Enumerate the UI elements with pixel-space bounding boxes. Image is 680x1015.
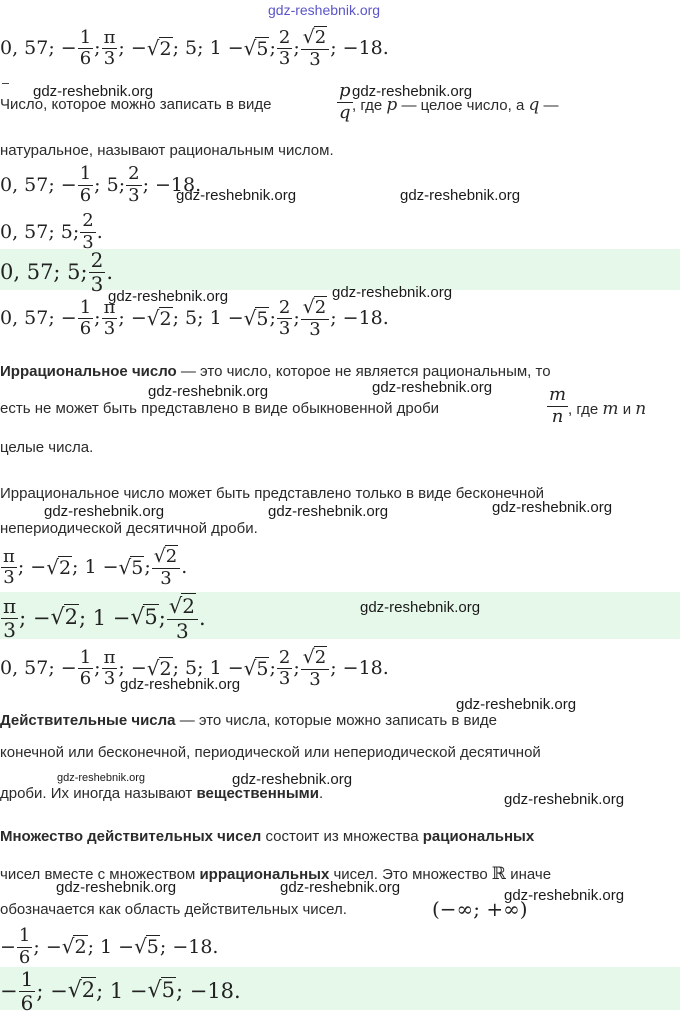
set-all-numbers-2: 0, 57; − $\frac{1}{6}$ ; $\frac{\pi}{3}$ ; −√2; 5; 1 −√5; $\frac{2}{3}$ ; $\frac{√2}{3}$ ; −18. [0, 296, 389, 340]
irrational-note-line2: непериодической десятичной дроби. [0, 520, 258, 537]
set-natural-numbers-1: 0, 57; 5; $\frac{2}{3}$ . [0, 210, 103, 253]
real-interval: (−∞; +∞) [432, 897, 528, 921]
set-rational-numbers: 0, 57; − $\frac{1}{6}$ ; 5; $\frac{2}{3}$ ; −18. [0, 163, 202, 206]
real-set-line1: Множество действительных чисел состоит из множества рациональных [0, 828, 535, 845]
watermark: gdz-reshebnik.org [33, 83, 154, 100]
watermark: gdz-reshebnik.org [504, 791, 625, 808]
set-all-numbers-3: 0, 57; − $\frac{1}{6}$ ; $\frac{\pi}{3}$ ; −√2; 5; 1 −√5; $\frac{2}{3}$ ; $\frac{√2}{3}$ ; −18. [0, 646, 389, 690]
irrational-note-line1: Иррациональное число может быть представлено только в виде бесконечной [0, 485, 545, 502]
set-irrational-numbers-2: $\frac{\pi}{3}$ ; −√2; 1 −√5; $\frac{√2}{3}$ . [3, 593, 206, 643]
irrational-definition-line2-rest: , где m и n [568, 399, 647, 419]
irrational-definition-line3: целые числа. [0, 439, 94, 456]
watermark: gdz-reshebnik.org [232, 771, 353, 788]
watermark: gdz-reshebnik.org [492, 499, 613, 516]
dash-mark [2, 83, 9, 84]
set-irrational-numbers-1: $\frac{\pi}{3}$ ; −√2; 1 −√5; $\frac{√2}{3}$ . [3, 545, 188, 589]
watermark: gdz-reshebnik.org [332, 284, 453, 301]
real-definition-line1: Действительные числа — это числа, которые можно записать в виде [0, 712, 497, 729]
watermark: gdz-reshebnik.org [352, 83, 473, 100]
irrational-definition-line1: Иррациональное число — это число, которое не является рациональным, то [0, 363, 551, 380]
watermark: gdz-reshebnik.org [504, 887, 625, 904]
real-definition-line3: дроби. Их иногда называют вещественными. [0, 785, 324, 802]
watermark: gdz-reshebnik.org [372, 379, 493, 396]
rational-definition-line1: Число, которое можно записать в виде [0, 96, 272, 113]
watermark: gdz-reshebnik.org [56, 879, 177, 896]
watermark: gdz-reshebnik.org [176, 187, 297, 204]
watermark: gdz-reshebnik.org [456, 696, 577, 713]
watermark: gdz-reshebnik.org [120, 676, 241, 693]
set-negative-numbers-2: − $\frac{1}{6}$ ; −√2; 1 −√5; −18. [0, 967, 241, 1015]
watermark-top: gdz-reshebnik.org [268, 2, 381, 18]
fraction-p-over-q: $\frac{p}{q}$ [339, 80, 351, 123]
rational-definition-line1-rest: , где p — целое число, а q — [352, 95, 559, 115]
set-negative-numbers-1: − $\frac{1}{6}$ ; −√2; 1 −√5; −18. [0, 925, 219, 968]
watermark: gdz-reshebnik.org [400, 187, 521, 204]
fraction-m-over-n: $\frac{m}{n}$ [549, 384, 567, 427]
rational-definition-line2: натуральное, называют рациональным числом. [0, 142, 334, 159]
watermark: gdz-reshebnik.org [148, 383, 269, 400]
watermark: gdz-reshebnik.org [280, 879, 401, 896]
watermark: gdz-reshebnik.org [360, 599, 481, 616]
real-set-line2: чисел вместе с множеством иррациональных чисел. Это множество ℝ иначе [0, 864, 552, 884]
watermark: gdz-reshebnik.org [44, 503, 165, 520]
set-all-numbers-1: 0, 57; − $\frac{1}{6}$ ; $\frac{\pi}{3}$ ; −√2; 5; 1 −√5; $\frac{2}{3}$ ; $\frac{√2}{3}$ ; −18. [0, 26, 389, 70]
watermark: gdz-reshebnik.org [268, 503, 389, 520]
real-definition-line2: конечной или бесконечной, периодической или непериодической десятичной [0, 744, 541, 761]
watermark: gdz-reshebnik.org [108, 288, 229, 305]
irrational-definition-line2: есть не может быть представлено в виде обыкновенной дроби [0, 400, 440, 417]
set-natural-numbers-2: 0, 57; 5; $\frac{2}{3}$ . [0, 248, 114, 296]
real-set-line3: обозначается как область действительных чисел. [0, 901, 347, 918]
watermark: gdz-reshebnik.org [57, 772, 146, 784]
